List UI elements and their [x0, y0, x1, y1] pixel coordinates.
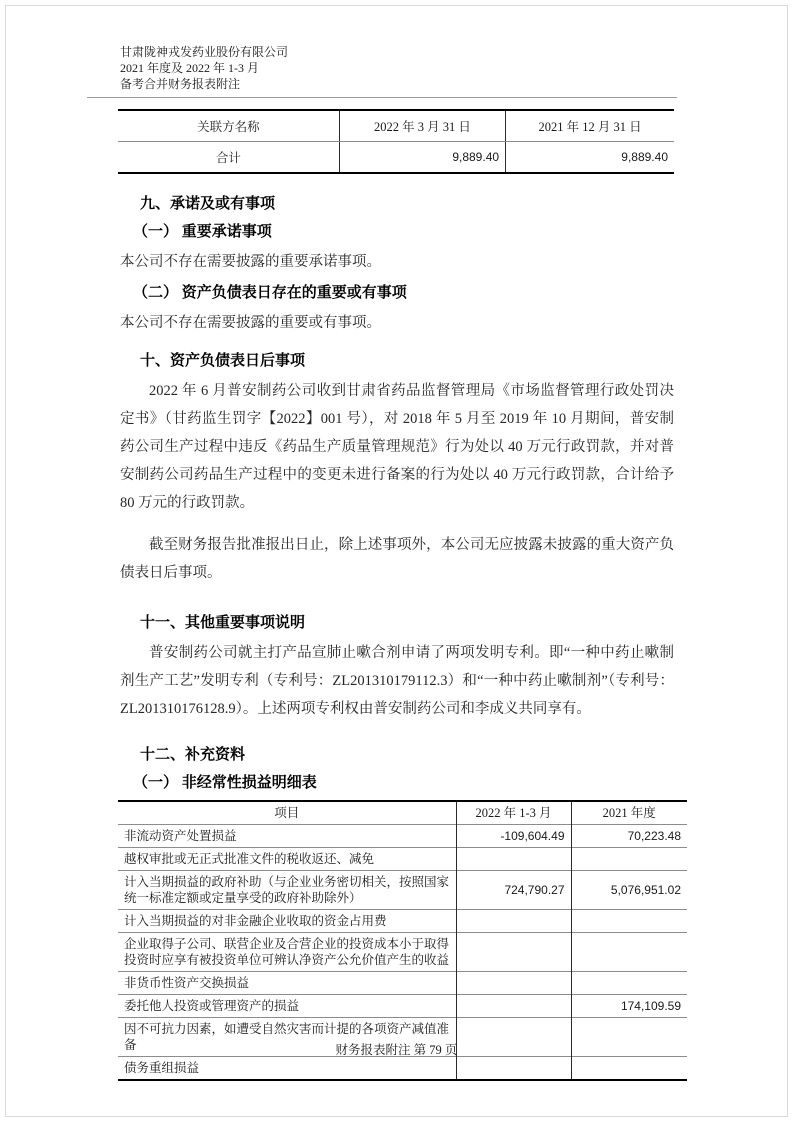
table-row: [118, 871, 687, 910]
value-cell: 70,223.48: [571, 825, 687, 848]
section-10-paragraph-1: 2022 年 6 月普安制药公司收到甘肃省药品监督管理局《市场监督管理行政处罚决定书》（甘药监生罚字【2022】001 号），对 2018 年 5 月至 2019 年 10 月期间，普安制药公司生产过程中违反《药品生产质量管理规范》行为处以 40 万元行政罚款，并对普安制药公司药品生产过程中的变更未进行备案的行为处以 40 万元行政罚款，合计给予 80 万元的行政罚款。: [120, 383, 674, 511]
value-cell: [456, 1057, 571, 1081]
item-cell: 越权审批或无正式批准文件的税收返还、减免: [118, 848, 456, 871]
column-header-2022: 2022 年 1-3 月: [456, 801, 571, 825]
item-cell: 非流动资产处置损益: [118, 825, 456, 848]
company-name: 甘肃陇神戎发药业股份有限公司: [120, 45, 289, 59]
table-header-row: [118, 801, 687, 825]
item-cell: 计入当期损益的政府补助（与企业业务密切相关，按照国家统一标准定额或定量享受的政府补助除外）: [118, 871, 456, 910]
section-9-sub1-text: 本公司不存在需要披露的重要承诺事项。: [120, 254, 381, 270]
item-cell: 企业取得子公司、联营企业及合营企业的投资成本小于取得投资时应享有被投资单位可辨认净资产公允价值产生的收益: [118, 933, 456, 972]
value-cell: [456, 995, 571, 1018]
column-header-name: 关联方名称: [118, 110, 339, 142]
item-cell: 委托他人投资或管理资产的损益: [118, 995, 456, 1018]
section-12-sub1-title: （一） 非经常性损益明细表: [133, 775, 317, 791]
value-cell: 174,109.59: [571, 995, 687, 1018]
table-row: [118, 910, 687, 933]
section-11-title: 十一、其他重要事项说明: [140, 615, 306, 631]
section-12-title: 十二、补充资料: [140, 747, 246, 763]
value-cell: [456, 972, 571, 995]
item-cell: 债务重组损益: [118, 1057, 456, 1081]
section-10-paragraph-2: 截至财务报告批准报出日止，除上述事项外，本公司无应披露未披露的重大资产负债表日后事项。: [120, 537, 674, 581]
table-row: [118, 933, 687, 972]
page-footer: 财务报表附注 第 79 页: [335, 1043, 458, 1057]
total-2022-cell: 9,889.40: [339, 142, 505, 174]
total-2021-cell: 9,889.40: [506, 142, 674, 174]
total-row: [118, 142, 674, 174]
value-cell: [571, 972, 687, 995]
section-10-title: 十、资产负债表日后事项: [140, 353, 306, 369]
value-cell: [571, 933, 687, 972]
value-cell: 724,790.27: [456, 871, 571, 910]
section-11-paragraph-1: 普安制药公司就主打产品宣肺止嗽合剂申请了两项发明专利。即“一种中药止嗽制剂生产工艺”发明专利（专利号：ZL201310179112.3）和“一种中药止嗽制剂”（专利号：ZL201310176128.9）。上述两项专利权由普安制药公司和李成义共同享有。: [120, 645, 674, 717]
total-label-cell: 合计: [215, 151, 241, 165]
table-row: [118, 825, 687, 848]
section-9-sub2-title: （二） 资产负债表日存在的重要或有事项: [133, 285, 407, 301]
item-cell: 计入当期损益的对非金融企业收取的资金占用费: [118, 910, 456, 933]
section-9-sub1-title: （一） 重要承诺事项: [133, 224, 272, 240]
value-cell: [456, 848, 571, 871]
table-row: [118, 995, 687, 1018]
column-header-2022: 2022 年 3 月 31 日: [339, 110, 505, 142]
related-party-table: [118, 109, 674, 174]
value-cell: 5,076,951.02: [571, 871, 687, 910]
report-title: 备考合并财务报表附注: [120, 77, 241, 91]
item-cell: 非货币性资产交换损益: [118, 972, 456, 995]
section-9-title: 九、承诺及或有事项: [140, 196, 276, 212]
value-cell: [571, 848, 687, 871]
column-header-2021: 2021 年 12 月 31 日: [506, 110, 674, 142]
value-cell: [456, 910, 571, 933]
column-header-2021: 2021 年度: [571, 801, 687, 825]
report-period: 2021 年度及 2022 年 1-3 月: [120, 61, 259, 75]
value-cell: [456, 933, 571, 972]
non-recurring-items-table: [118, 800, 687, 1081]
table-row: [118, 972, 687, 995]
table-row: [118, 1057, 687, 1081]
section-9-sub2-text: 本公司不存在需要披露的重要或有事项。: [120, 315, 381, 331]
table-row: [118, 848, 687, 871]
item-cell: 因不可抗力因素，如遭受自然灾害而计提的各项资产减值准备: [118, 1018, 456, 1057]
doc-header: [87, 44, 677, 98]
value-cell: [571, 910, 687, 933]
column-header-item: 项目: [274, 806, 300, 820]
value-cell: [571, 1057, 687, 1081]
table-header-row: [118, 110, 674, 142]
value-cell: -109,604.49: [456, 825, 571, 848]
